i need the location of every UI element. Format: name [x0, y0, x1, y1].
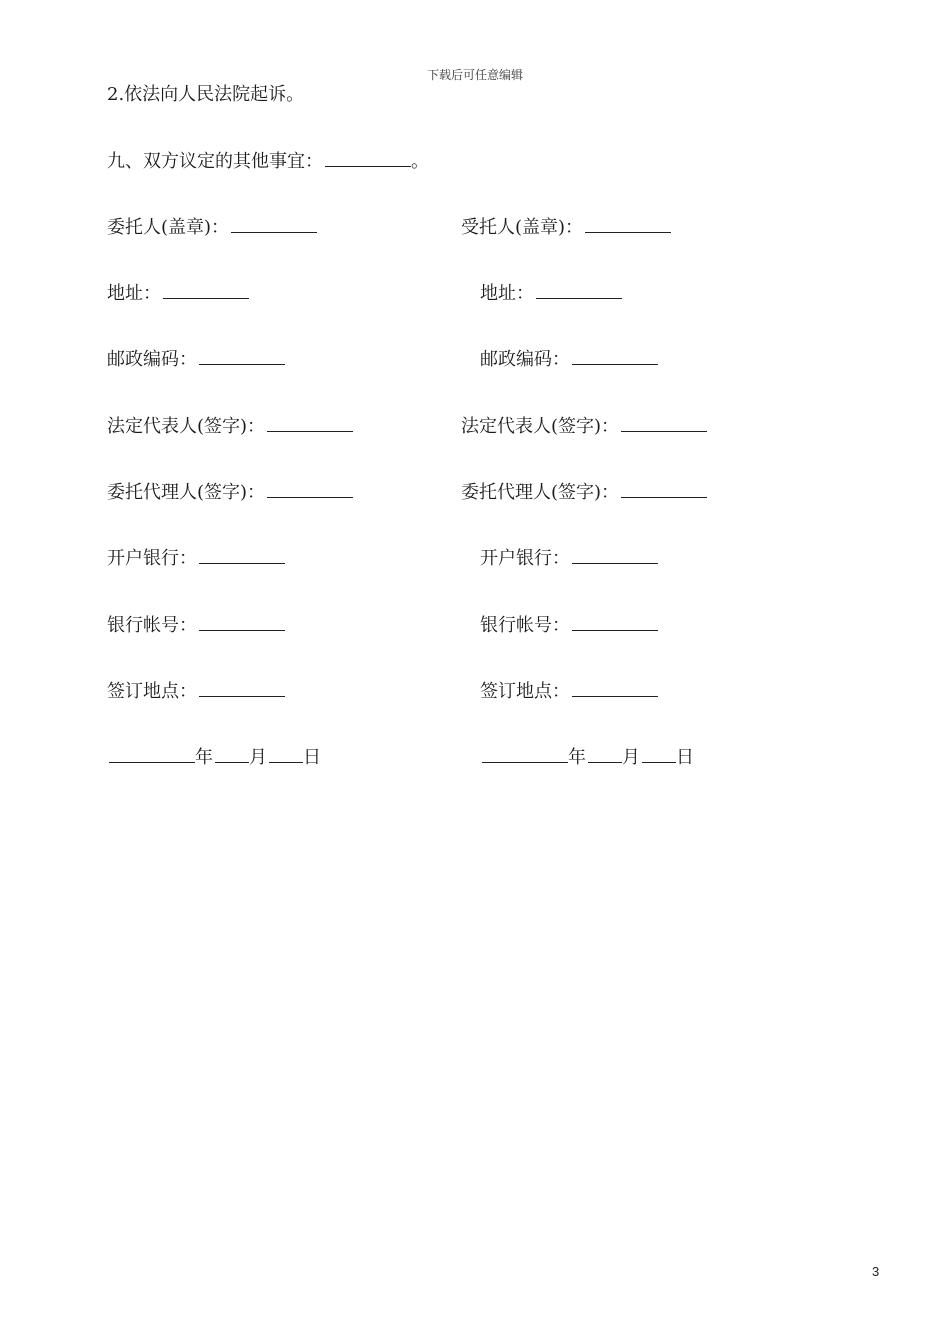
left-agent-label: 委托代理人(签字)：	[107, 482, 266, 503]
right-bank-blank[interactable]	[572, 549, 658, 564]
right-party-row	[461, 217, 671, 239]
left-address-label: 地址：	[107, 283, 161, 304]
right-party-blank[interactable]	[585, 218, 671, 233]
right-agent-row	[461, 482, 707, 504]
right-month-blank[interactable]	[588, 748, 622, 763]
right-account-label: 银行帐号：	[480, 615, 570, 636]
right-bank-label: 开户银行：	[480, 548, 570, 569]
left-day-label: 日	[303, 747, 321, 768]
left-month-label: 月	[249, 747, 267, 768]
clause-9-label: 九、双方议定的其他事宜：	[107, 151, 323, 172]
left-place-blank[interactable]	[199, 682, 285, 697]
right-address-blank[interactable]	[536, 284, 622, 299]
right-bank-row	[480, 548, 658, 570]
right-account-row	[480, 615, 658, 637]
left-party-row	[107, 217, 317, 239]
left-month-blank[interactable]	[215, 748, 249, 763]
right-party-label: 受托人(盖章)：	[461, 217, 584, 238]
right-legal-rep-row	[461, 416, 707, 438]
left-account-row	[107, 615, 285, 637]
right-place-label: 签订地点：	[480, 681, 570, 702]
left-party-label: 委托人(盖章)：	[107, 217, 230, 238]
page-header: 下载后可任意编辑	[426, 68, 523, 82]
right-address-label: 地址：	[480, 283, 534, 304]
left-legal-rep-row	[107, 416, 353, 438]
left-year-blank[interactable]	[109, 748, 195, 763]
left-bank-blank[interactable]	[199, 549, 285, 564]
right-legal-rep-label: 法定代表人(签字)：	[461, 416, 620, 437]
right-day-label: 日	[676, 747, 694, 768]
left-place-row	[107, 681, 285, 703]
left-day-blank[interactable]	[269, 748, 303, 763]
clause-9-blank[interactable]	[325, 152, 411, 167]
left-place-label: 签订地点：	[107, 681, 197, 702]
left-date-row	[107, 747, 321, 769]
left-account-label: 银行帐号：	[107, 615, 197, 636]
left-agent-blank[interactable]	[267, 483, 353, 498]
clause-2-text: 2.依法向人民法院起诉。	[107, 84, 305, 105]
left-address-blank[interactable]	[163, 284, 249, 299]
clause-9-end: 。	[411, 151, 429, 172]
page-number: 3	[872, 1264, 880, 1279]
right-agent-label: 委托代理人(签字)：	[461, 482, 620, 503]
right-day-blank[interactable]	[642, 748, 676, 763]
right-year-blank[interactable]	[482, 748, 568, 763]
right-agent-blank[interactable]	[621, 483, 707, 498]
left-legal-rep-blank[interactable]	[267, 417, 353, 432]
clause-2	[107, 84, 304, 106]
right-postcode-blank[interactable]	[572, 350, 658, 365]
left-account-blank[interactable]	[199, 616, 285, 631]
right-month-label: 月	[622, 747, 640, 768]
right-postcode-label: 邮政编码：	[480, 349, 570, 370]
right-postcode-row	[480, 349, 658, 371]
left-party-blank[interactable]	[231, 218, 317, 233]
left-bank-row	[107, 548, 285, 570]
left-legal-rep-label: 法定代表人(签字)：	[107, 416, 266, 437]
right-date-row	[480, 747, 694, 769]
left-year-label: 年	[195, 747, 213, 768]
left-postcode-label: 邮政编码：	[107, 349, 197, 370]
left-address-row	[107, 283, 249, 305]
left-postcode-row	[107, 349, 285, 371]
right-place-blank[interactable]	[572, 682, 658, 697]
right-account-blank[interactable]	[572, 616, 658, 631]
right-legal-rep-blank[interactable]	[621, 417, 707, 432]
right-address-row	[480, 283, 622, 305]
right-year-label: 年	[568, 747, 586, 768]
left-agent-row	[107, 482, 353, 504]
right-place-row	[480, 681, 658, 703]
left-bank-label: 开户银行：	[107, 548, 197, 569]
left-postcode-blank[interactable]	[199, 350, 285, 365]
clause-9	[107, 151, 429, 173]
